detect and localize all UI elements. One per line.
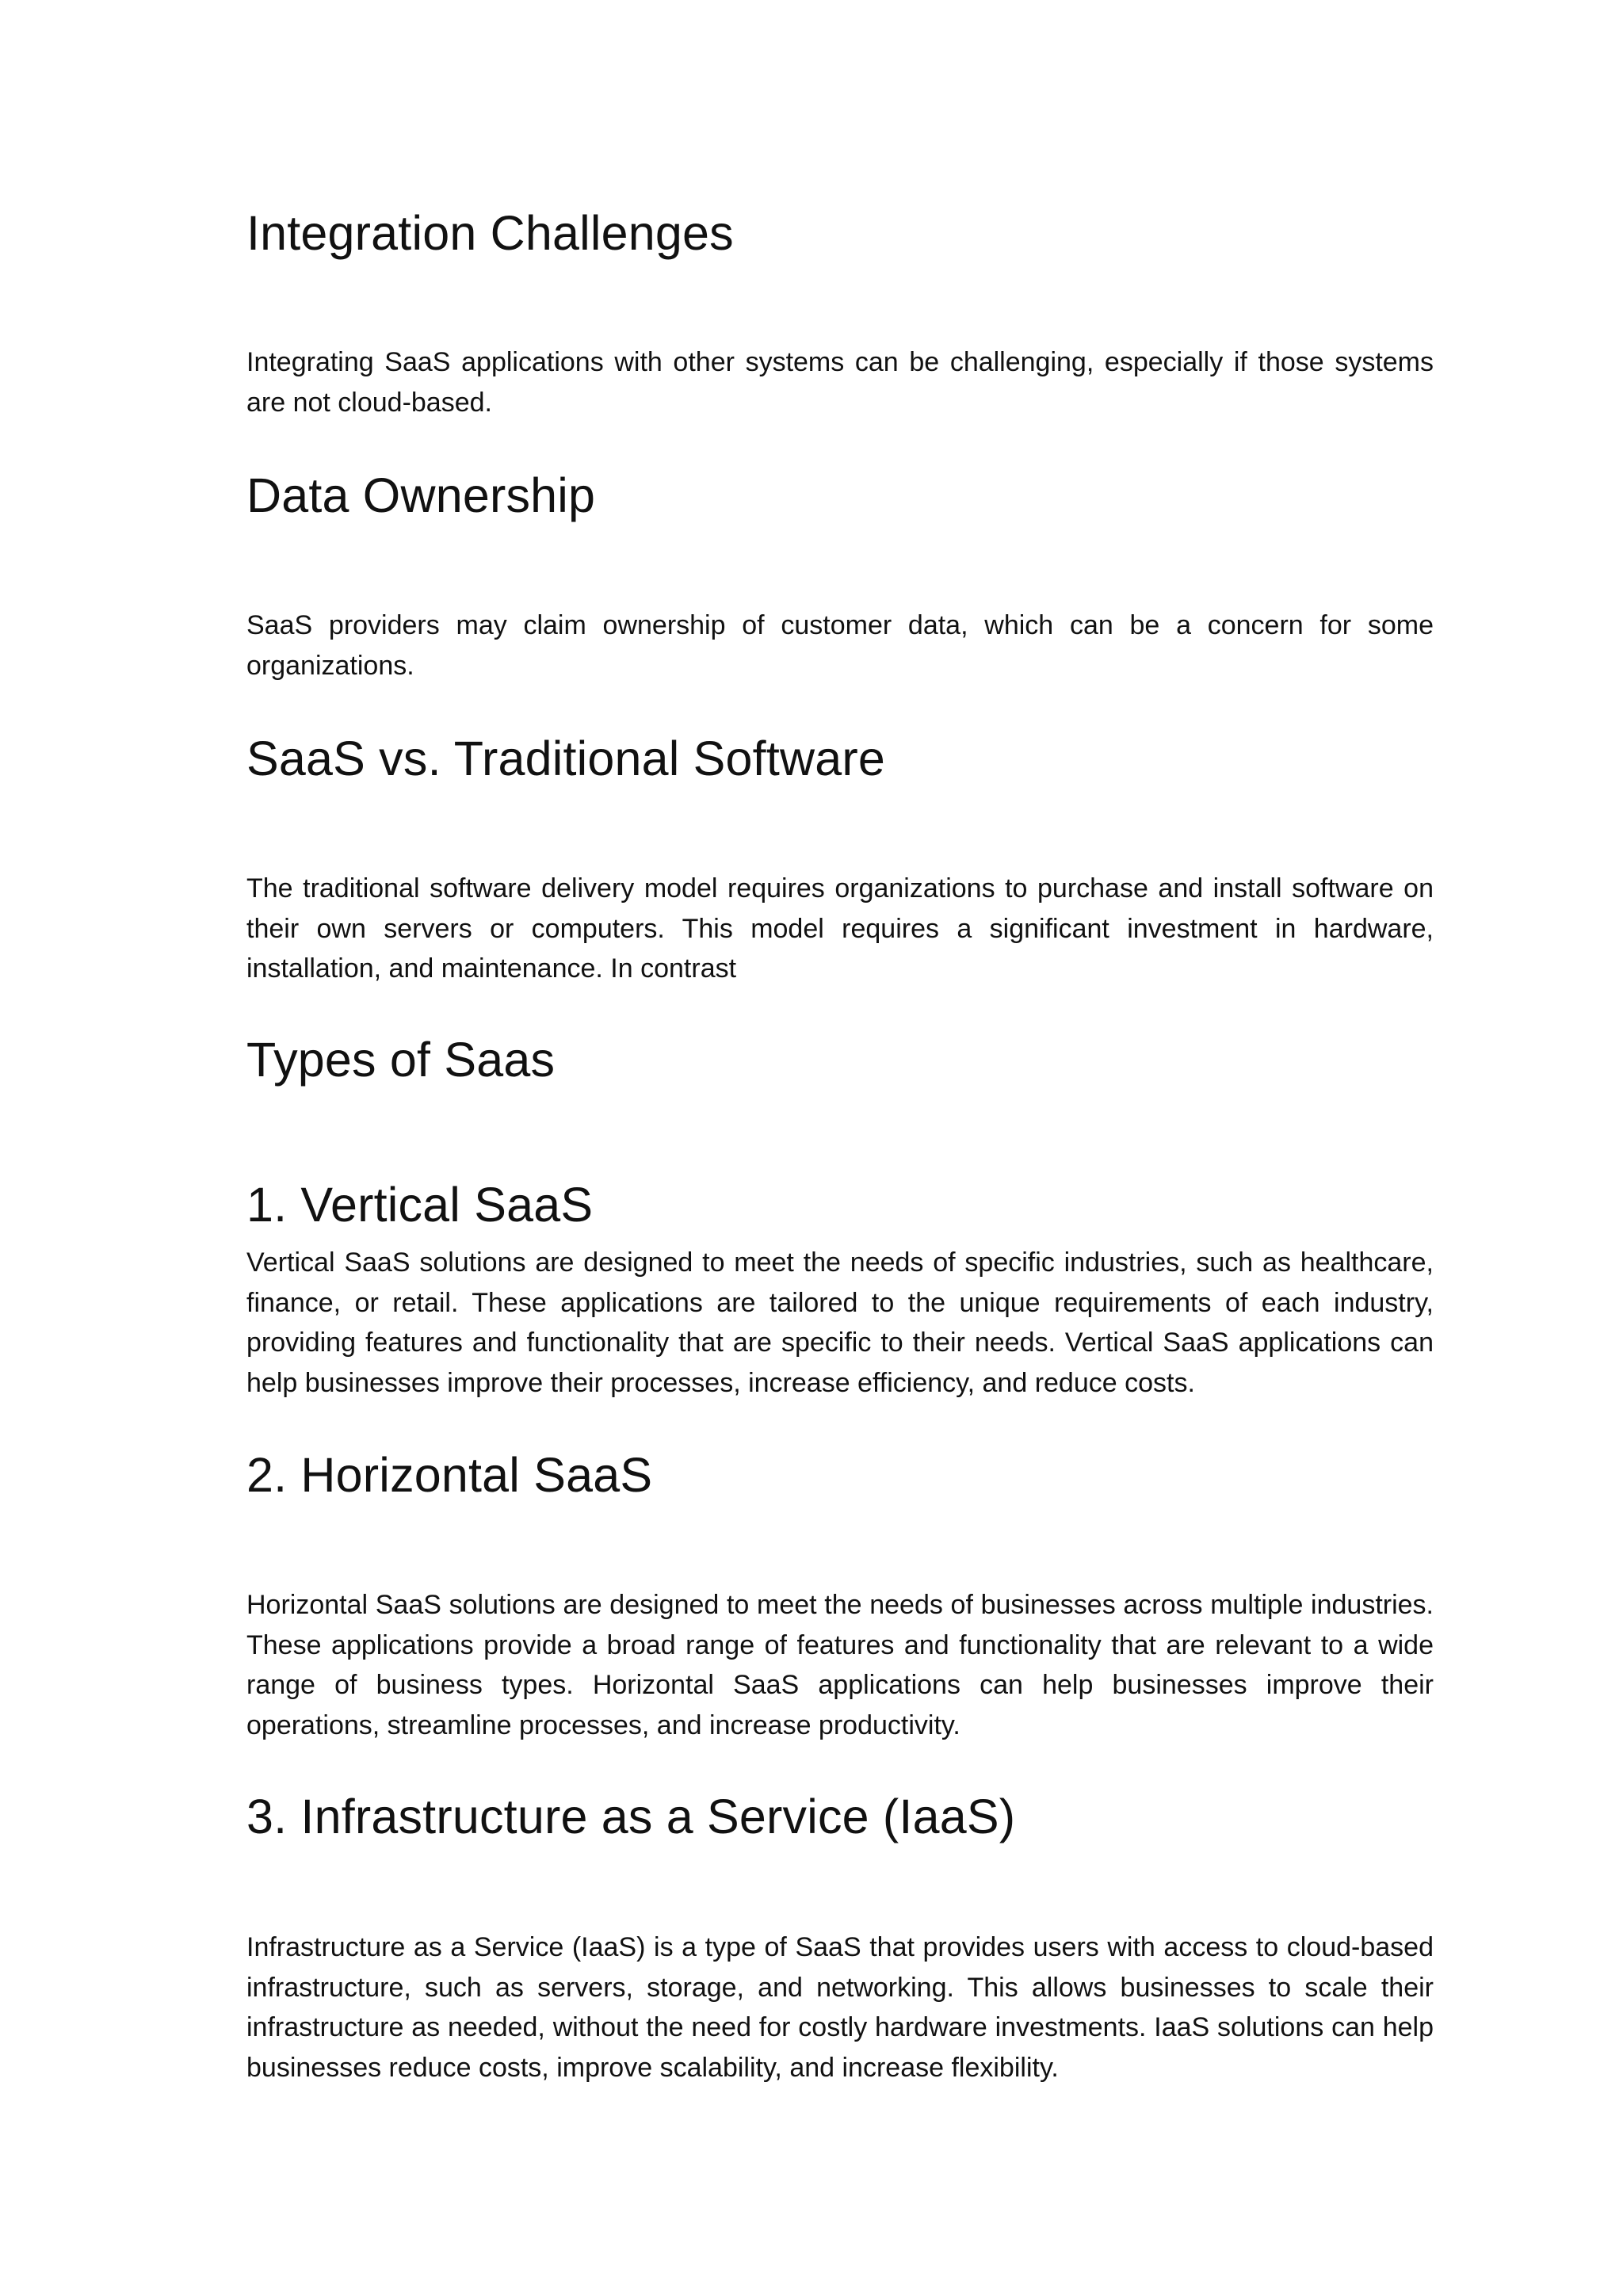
heading-horizontal-saas: 2. Horizontal SaaS	[246, 1448, 653, 1502]
paragraph-saas-vs-traditional: The traditional software delivery model requires organizations to purchase and install software on their own servers or computers. This model requires a significant investment in hardware, installation, and maintenance. In contrast	[246, 873, 1434, 984]
heading-saas-vs-traditional: SaaS vs. Traditional Software	[246, 732, 885, 785]
paragraph-integration-challenges: Integrating SaaS applications with other systems can be challenging, especially if those systems are not cloud-based.	[246, 347, 1434, 418]
paragraph-horizontal-saas: Horizontal SaaS solutions are designed to meet the needs of businesses across multiple industries. These applications provide a broad range of features and functionality that are relevant to a wide range of business types. Horizontal SaaS applications can help businesses improve their operations, streamline processes, and increase productivity.	[246, 1590, 1434, 1740]
paragraph-iaas: Infrastructure as a Service (IaaS) is a type of SaaS that provides users with access to cloud-based infrastructure, such as servers, storage, and networking. This allows businesses to scale their infrastructure as needed, without the need for costly hardware investments. IaaS solutions can help businesses reduce costs, improve scalability, and increase flexibility.	[246, 1932, 1434, 2083]
paragraph-vertical-saas: Vertical SaaS solutions are designed to meet the needs of specific industries, such as healthcare, finance, or retail. These applications are tailored to the unique requirements of each industry, providing features and functionality that are specific to their needs. Vertical SaaS applications can help businesses improve their processes, increase efficiency, and reduce costs.	[246, 1247, 1434, 1398]
heading-data-ownership: Data Ownership	[246, 468, 596, 522]
heading-iaas: 3. Infrastructure as a Service (IaaS)	[246, 1790, 1016, 1843]
heading-integration-challenges: Integration Challenges	[246, 206, 734, 260]
paragraph-data-ownership: SaaS providers may claim ownership of customer data, which can be a concern for some organizations.	[246, 610, 1434, 681]
heading-vertical-saas: 1. Vertical SaaS	[246, 1178, 594, 1232]
heading-types-of-saas: Types of Saas	[246, 1033, 556, 1087]
